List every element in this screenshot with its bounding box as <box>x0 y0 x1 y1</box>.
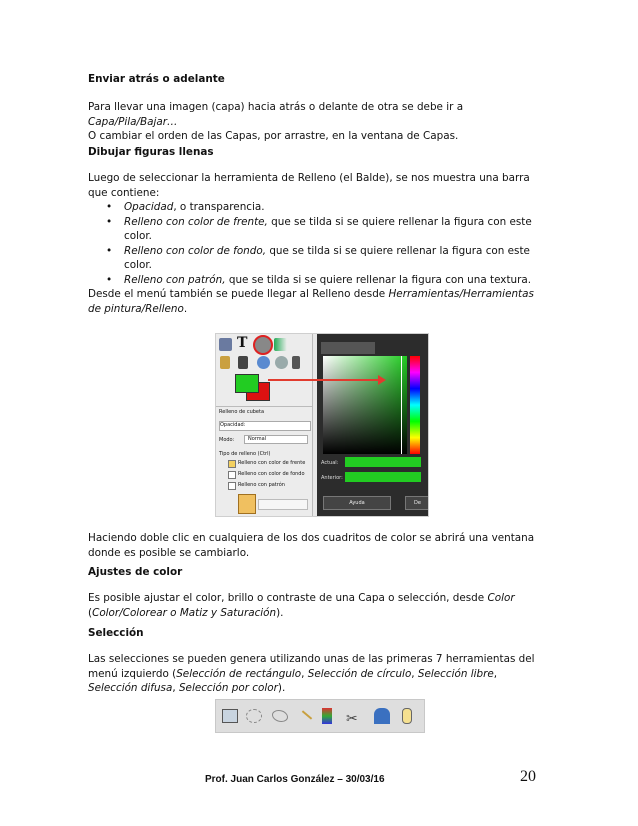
fill-fg-label: Relleno con color de frente <box>238 460 306 466</box>
text-tool-icon: T <box>237 335 248 351</box>
color-tabs[interactable] <box>321 342 375 354</box>
para-seleccion: Las selecciones se pueden genera utilizando unas de las primeras 7 herramientas del menú izquierdo (Selección de rectángulo, Selección de círculo, Selección libre, Selección difusa, Selección por color). <box>88 653 535 694</box>
color-dialog <box>317 334 428 516</box>
para-dibujar-intro: Luego de seleccionar la herramienta de Relleno (el Balde), se nos muestra una barra que contiene: <box>88 172 530 199</box>
footer-author: Prof. Juan Carlos González – 30/03/16 <box>205 774 385 785</box>
gradient-tool-icon <box>274 338 287 351</box>
actual-color <box>345 457 421 467</box>
heading-enviar: Enviar atrás o adelante <box>88 73 225 85</box>
arrow-line <box>268 379 380 381</box>
fill-type-label: Tipo de relleno (Ctrl) <box>219 451 271 457</box>
fill-pattern-label: Relleno con patrón <box>238 482 285 488</box>
paths-tool-icon[interactable] <box>400 708 416 724</box>
selection-tools-screenshot <box>215 699 425 733</box>
pattern-swatch[interactable] <box>238 494 256 514</box>
para-doble-clic: Haciendo doble clic en cualquiera de los dos cuadritos de color se abrirá una ventana donde es posible se cambiarlo. <box>88 532 535 559</box>
anterior-color <box>345 472 421 482</box>
fill-fg-checkbox[interactable] <box>228 460 236 468</box>
clone-icon <box>275 356 288 369</box>
para-enviar: Para llevar una imagen (capa) hacia atrás o delante de otra se debe ir a Capa/Pila/Bajar… O cambiar el orden de las Capas, por arrastre, en la ventana de Capas. <box>88 101 464 142</box>
help-button[interactable]: Ayuda <box>323 496 391 510</box>
anterior-label: Anterior: <box>321 475 343 481</box>
select-by-color-icon[interactable] <box>322 708 332 724</box>
para-menu-relleno: Desde el menú también se puede llegar al Relleno desde Herramientas/Herramientas de pintura/Relleno. <box>88 288 534 315</box>
hue-slider[interactable] <box>410 356 420 454</box>
list-item: • Relleno con color de frente, que se tilda si se quiere rellenar la figura con este color. <box>106 215 532 242</box>
list-item: • Relleno con patrón, que se tilda si se quiere rellenar la figura con una textura. <box>106 273 532 286</box>
list-item: • Opacidad, o transparencia. <box>106 201 265 213</box>
scissors-icon[interactable]: ✂ <box>346 711 358 727</box>
smudge-icon <box>292 356 300 369</box>
mode-label: Modo: <box>219 437 235 443</box>
fill-pattern-checkbox[interactable] <box>228 482 236 490</box>
bucket-fill-icon <box>253 335 273 355</box>
heading-seleccion: Selección <box>88 627 144 639</box>
gimp-fill-screenshot <box>215 333 429 517</box>
bullet-list <box>88 200 540 287</box>
pattern-name-field[interactable] <box>258 499 308 510</box>
page-number: 20 <box>520 768 536 785</box>
toolbox-panel <box>216 334 313 516</box>
opacity-field[interactable]: Opacidad: <box>219 421 311 431</box>
para-ajustes: Es posible ajustar el color, brillo o contraste de una Capa o selección, desde Color (Color/Colorear o Matiz y Saturación). <box>88 592 515 619</box>
color-square[interactable] <box>323 356 407 454</box>
foreground-color-swatch-top <box>235 374 259 393</box>
mode-select[interactable]: Normal <box>244 435 308 444</box>
default-button[interactable]: De <box>405 496 429 510</box>
actual-label: Actual: <box>321 460 339 466</box>
move-tool-icon <box>219 338 232 351</box>
heading-dibujar: Dibujar figuras llenas <box>88 146 214 158</box>
fuzzy-select-icon[interactable] <box>298 708 314 724</box>
brush-icon <box>238 356 248 369</box>
pencil-icon <box>220 356 230 369</box>
ellipse-select-icon[interactable] <box>246 709 262 723</box>
free-select-icon[interactable] <box>272 710 288 722</box>
list-item: • Relleno con color de fondo, que se tilda si se quiere rellenar la figura con este color. <box>106 244 530 271</box>
arrow-head-icon <box>378 375 386 385</box>
fill-bg-checkbox[interactable] <box>228 471 236 479</box>
panel-title: Relleno de cubeta <box>219 409 265 415</box>
rect-select-icon[interactable] <box>222 709 238 723</box>
ink-icon <box>257 356 270 369</box>
foreground-select-icon[interactable] <box>374 708 390 724</box>
fill-bg-label: Relleno con color de fondo <box>238 471 305 477</box>
heading-ajustes: Ajustes de color <box>88 566 183 578</box>
